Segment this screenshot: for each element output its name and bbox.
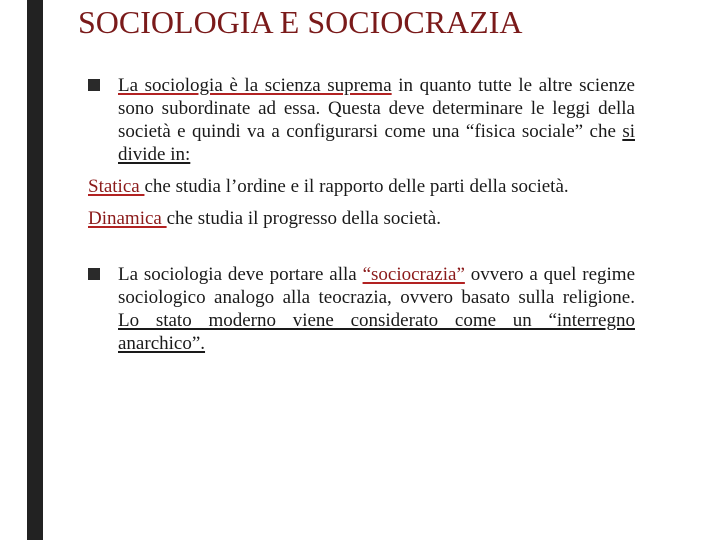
bullet-sociocrazia [88,263,635,355]
dinamica-item [88,207,635,230]
statica-item [88,175,635,198]
square-bullet-icon [88,268,100,280]
left-accent-bar [27,0,43,540]
square-bullet-icon [88,79,100,91]
interregno-anarchico: Lo stato moderno viene considerato come un “interregno anarchico”. [118,310,635,354]
statica-text: che studia l’ordine e il rapporto delle parti della società. [144,176,569,197]
statica-term: Statica [88,176,145,197]
slide-content [88,74,635,355]
dinamica-term: Dinamica [88,208,167,229]
slide-title: SOCIOLOGIA E SOCIOCRAZIA [78,4,523,40]
si-divide-in: si divide in: [118,121,635,165]
sociocrazia-term: “sociocrazia” [362,264,465,285]
bullet2-text-start: La sociologia deve portare alla [118,264,363,285]
sociologia-scienza-suprema: La sociologia è la scienza suprema [118,75,392,96]
dinamica-text: che studia il progresso della società. [166,208,441,229]
bullet1-text: in quanto tutte le altre scienze sono subordinate ad essa. Questa deve determinare le leggi della società e quindi va a configurarsi come una “fisica sociale” che [118,75,635,142]
bullet2-text-middle: ovvero a quel regime sociologico analogo alla teocrazia, ovvero basato sulla religione. [118,264,635,308]
bullet-sociologia [88,74,635,166]
